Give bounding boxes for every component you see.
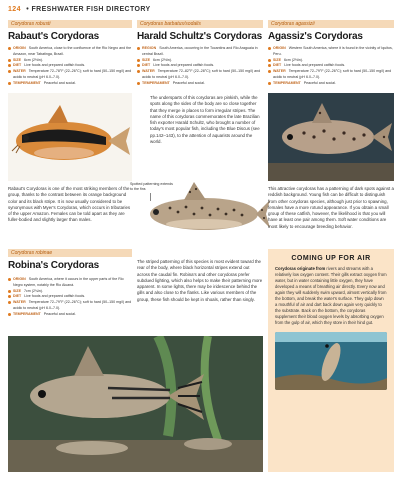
page-number: 124 bbox=[8, 6, 21, 13]
sidebar-body: rivers and streams with a relatively low oxygen content. Their gills extract oxygen from water, but in water containing little oxygen, they have developed a means of breathing air directly. Every now and again they will suddenly swim upward, almost vertically from the bottom, and break the water's surface. They gulp down a mouthful of air and dart back down again very quickly to the substrate. Back on the bottom, the corydoras supplement their blood oxygen levels by absorbing oxygen from the gulp of air, which they store in their hind gut. bbox=[275, 266, 387, 325]
facts-rabaut: ORIGIN South America, close to the confluence of the Rio Negro and the Amazon, near Tabatinga, Brazil. SIZE 6cm (2½in). DIET Live foods and prepared catfish foods. WATER Temperature 72–78°F (22–26°C); soft to hard (50–150 mg/l) and acidic to neutral (pH 6.0–7.0). TEMPERAMENT Peaceful and social. bbox=[8, 46, 132, 87]
running-head bbox=[8, 6, 151, 13]
body-rabaut: Rabaut's Corydoras is one of the most striking members of the group, thanks to the contrast between its orange background color and its black stripe. It is now usually considered to be synonymous with Myer's Corydoras, which occurs in tributaries of the upper Amazon. Females can be told apart as they are fuller-bodied and slightly larger than males. bbox=[8, 186, 131, 223]
species-tag-agassiz: Corydoras agassizii bbox=[268, 20, 394, 28]
photo-robina bbox=[8, 336, 263, 472]
sidebar-heading: COMING UP FOR AIR bbox=[291, 255, 371, 262]
photo-harald bbox=[130, 180, 270, 240]
species-tag-harald: Corydoras barbatus/sodalis bbox=[137, 20, 263, 28]
sidebar-text bbox=[275, 266, 387, 326]
body-harald: The undersparts of this corydoras are pinkish, while the spots along the sides of the body are so close together that they merge in places to form irregular stripes. The name of this corydoras commemorates the late Brazilian fish exporter Harald Schultz, who brought a number of today's most popular fish, including the Blue Discus (see pp.142–143), to the attention of aquarists around the world. bbox=[150, 95, 260, 145]
photo-agassiz bbox=[268, 93, 394, 181]
body-robina: The striped patterning of this species is most evident toward the rear of the body, where black horizontal stripes extend out across the caudal fin. Robina's and other corydoras prefer subdued lighting, which also helps to make their patterning more apparent. In some lights, there may be iridescence behind the gills and also close to the flanks. Like various members of the group, these fish should be kept in shoals, rather than singly. bbox=[137, 259, 263, 302]
species-heading-harald: Harald Schultz's Corydoras bbox=[137, 31, 262, 42]
facts-harald: REGION South America, occurring in the Tocantins and Rio Araguaia in central Brazil. SIZE 6cm (2½in). DIET Live foods and prepared catfish foods. WATER Temperature 72–82°F (22–28°C); soft to hard (50–150 mg/l) and acidic to neutral (pH 6.0–7.0). TEMPERAMENT Peaceful and social. bbox=[137, 46, 263, 87]
facts-agassiz: ORIGIN Western South America, where it is found in the vicinity of Iquitos, Peru. SIZE 6cm (2½in). DIET Live foods and prepared catfish foods. WATER Temperature 72–79°F (22–26°C); soft to hard (50–150 mg/l) and acidic to neutral (pH 6.0–7.0). TEMPERAMENT Peaceful and social. bbox=[268, 46, 394, 87]
species-tag-robina: Corydoras robinae bbox=[8, 249, 132, 257]
photo-rabaut bbox=[8, 93, 132, 181]
photo-sidebar bbox=[275, 332, 387, 390]
photo-callout: Spotted patterning extends to the fins bbox=[130, 182, 173, 191]
sidebar-box bbox=[268, 249, 394, 472]
species-heading-rabaut: Rabaut's Corydoras bbox=[8, 31, 100, 42]
sidebar-lead: Corydoras originate from bbox=[275, 266, 326, 271]
body-agassiz: This attractive corydoras has a patterning of dark spots against a reddish background. Young fish can be difficult to distinguish from other corydoras species, although just prior to spawning, females have a more rotund appearance. If you obtain a small group of these catfish, however, the likelihood is that you will have at least one pair among them. Soft water conditions are most likely to encourage breeding behavior. bbox=[268, 186, 394, 229]
species-heading-robina: Robina's Corydoras bbox=[8, 260, 100, 271]
facts-robina: ORIGIN South America, where it occurs in the upper parts of the Rio Negro system, notably the Rio Aiuaná. SIZE 7cm (2¾in). DIET Live foods and prepared catfish foods. WATER Temperature 72–79°F (22–26°C); soft to hard (50–150 mg/l) and acidic to neutral (pH 6.0–7.0). TEMPERAMENT Peaceful and social. bbox=[8, 277, 132, 318]
species-heading-agassiz: Agassiz's Corydoras bbox=[268, 31, 363, 42]
species-tag-rabaut: Corydoras robusti bbox=[8, 20, 132, 28]
running-head-dot: • bbox=[26, 6, 30, 13]
running-head-title: FRESHWATER FISH DIRECTORY bbox=[31, 6, 151, 13]
